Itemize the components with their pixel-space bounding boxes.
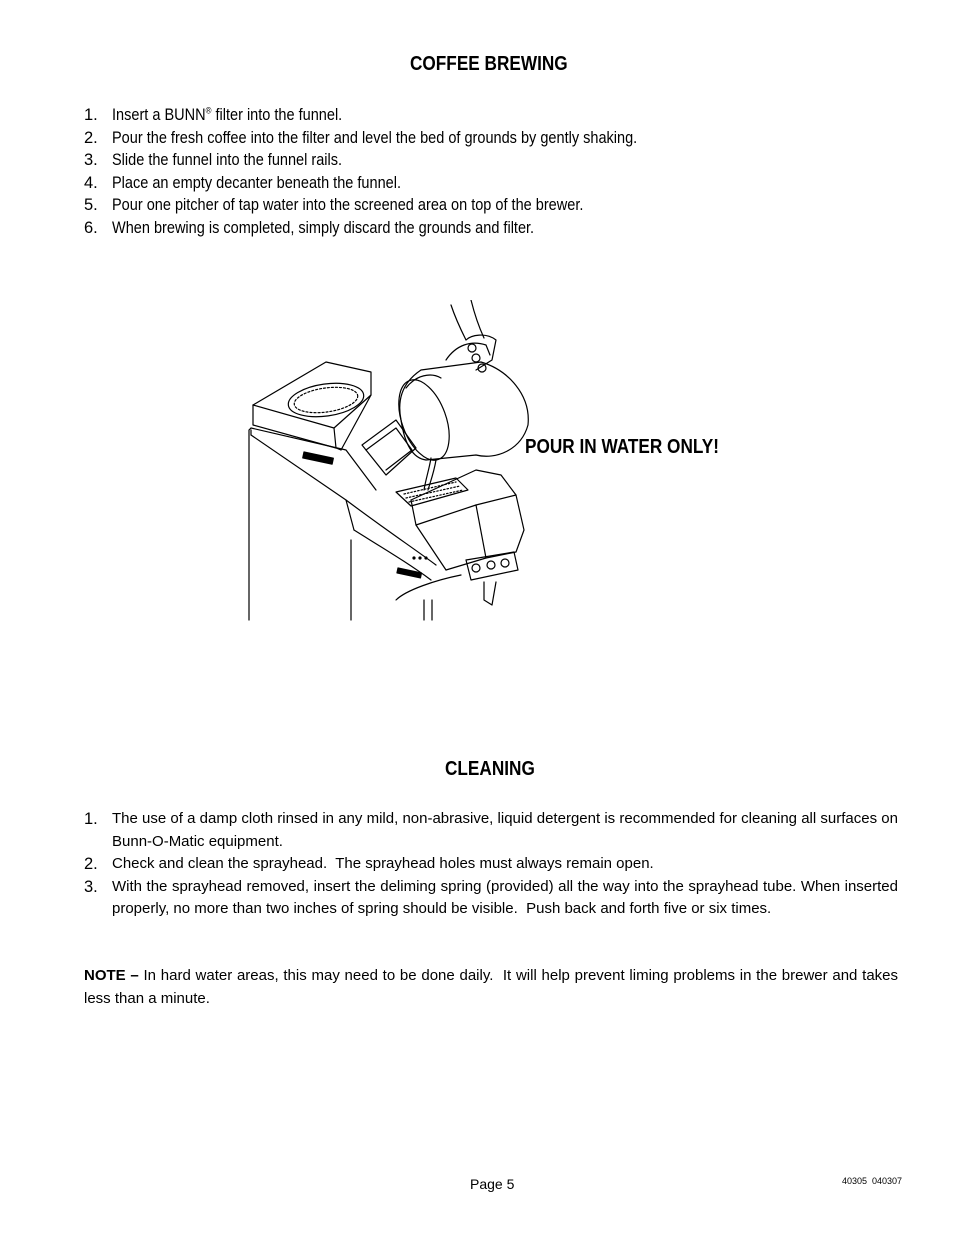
step-text: Slide the funnel into the funnel rails.	[112, 151, 343, 169]
step-number: 5.	[84, 196, 98, 214]
section-title-cleaning: CLEANING	[445, 758, 535, 780]
cleaning-steps-list	[84, 808, 903, 921]
step-text: Insert a BUNN	[112, 106, 206, 124]
step-text: The use of a damp cloth rinsed in any mild, non-abrasive, liquid detergent is recommended for cleaning all surfaces on Bunn-O-Matic equipment.	[112, 810, 898, 850]
step-text: When brewing is completed, simply discard the grounds and filter.	[112, 218, 535, 237]
list-item	[84, 876, 903, 921]
list-item	[84, 149, 898, 172]
step-number: 4.	[84, 173, 98, 192]
list-item	[84, 194, 898, 217]
step-number: 6.	[84, 218, 98, 237]
step-number: 2.	[84, 128, 98, 147]
list-item	[84, 127, 898, 150]
registered-mark: ®	[205, 105, 212, 116]
page-number: Page 5	[470, 1176, 515, 1192]
document-code: 40305 040307	[842, 1176, 903, 1186]
note-paragraph	[84, 965, 903, 1010]
pour-water-callout: POUR IN WATER ONLY!	[525, 436, 719, 458]
brewing-steps-list	[84, 104, 898, 239]
step-text: filter into the funnel.	[211, 106, 343, 124]
list-item	[84, 104, 898, 127]
step-text: Pour the fresh coffee into the filter and level the bed of grounds by gently shaking.	[112, 128, 638, 147]
step-text: Pour one pitcher of tap water into the screened area on top of the brewer.	[112, 196, 584, 214]
step-text: Place an empty decanter beneath the funnel.	[112, 173, 401, 192]
step-text: With the sprayhead removed, insert the deliming spring (provided) all the way into the sprayhead tube. When inserted properly, no more than two inches of spring should be visible. Push back and forth five or six times.	[112, 877, 903, 917]
step-number: 2.	[84, 855, 98, 873]
step-number: 1.	[84, 106, 98, 124]
step-number: 1.	[84, 810, 98, 828]
list-item	[84, 853, 898, 876]
brewer-pouring-illustration	[246, 300, 546, 622]
note-text: In hard water areas, this may need to be done daily. It will help prevent liming problems in the brewer and takes less than a minute.	[84, 967, 903, 1007]
step-number: 3.	[84, 877, 98, 896]
list-item	[84, 217, 898, 240]
section-title-coffee-brewing: COFFEE BREWING	[410, 53, 568, 75]
step-number: 3.	[84, 151, 98, 169]
list-item	[84, 172, 898, 195]
step-text: Check and clean the sprayhead. The sprayhead holes must always remain open.	[112, 855, 654, 872]
note-label: NOTE –	[84, 967, 139, 984]
list-item	[84, 808, 898, 853]
